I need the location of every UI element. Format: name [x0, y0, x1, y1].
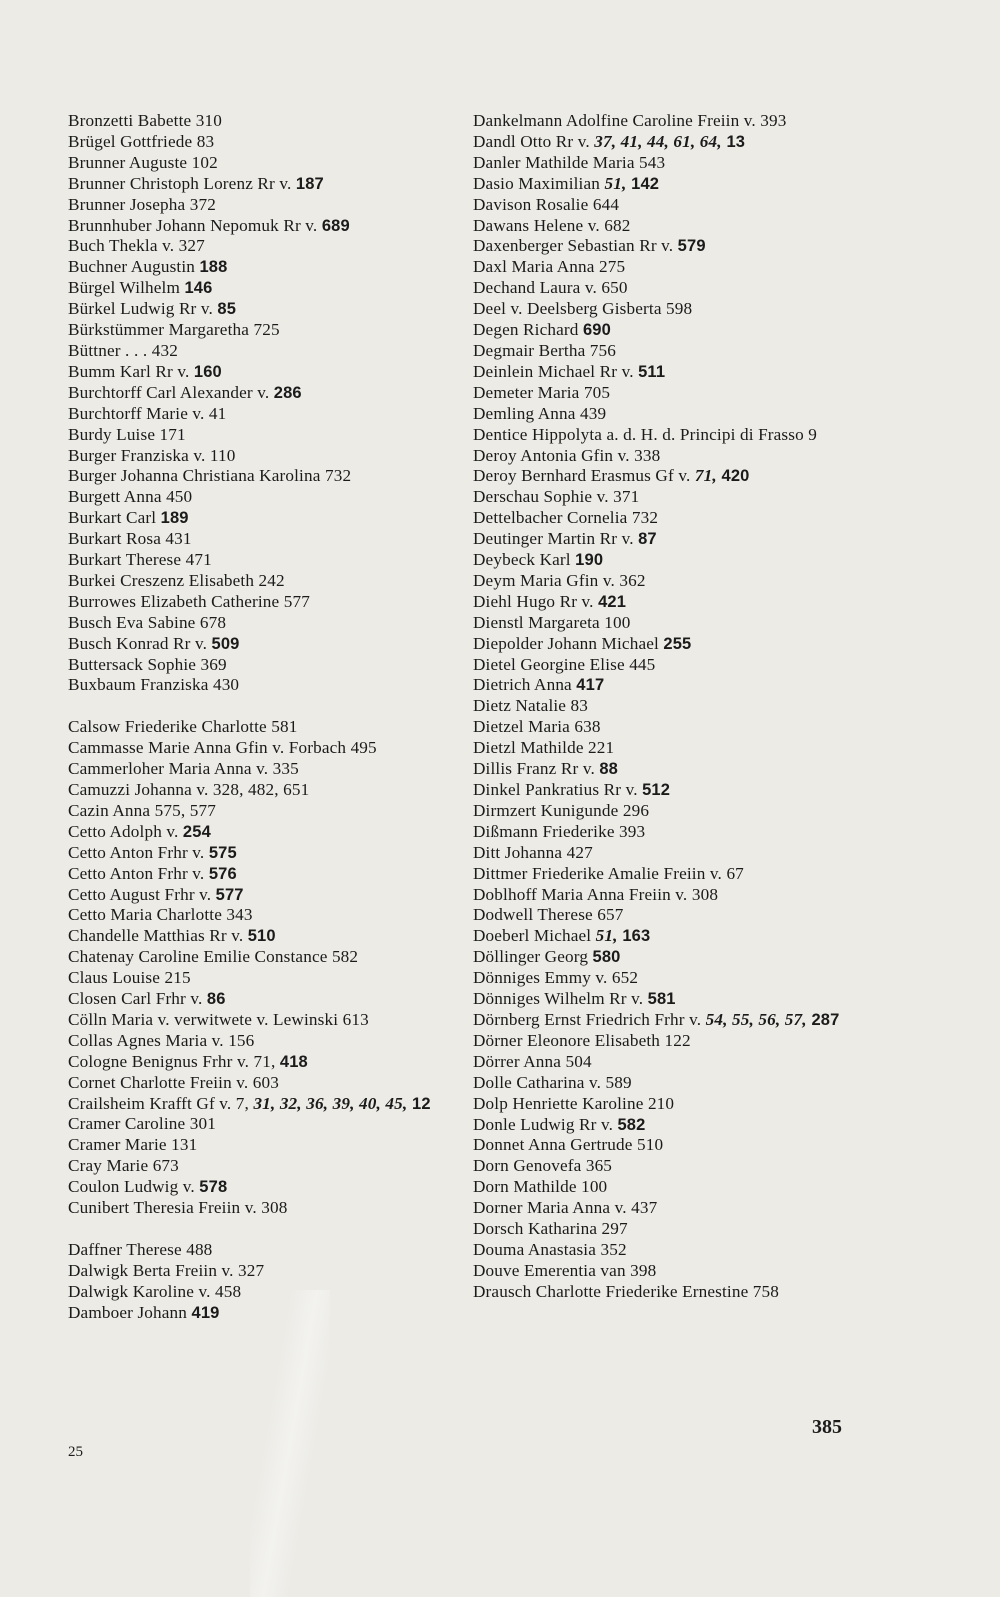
entry-text: Donle Ludwig Rr v.	[473, 1114, 618, 1134]
index-entry	[68, 613, 436, 634]
entry-bold-page: 418	[279, 1052, 308, 1071]
entry-text: Deutinger Martin Rr v.	[473, 529, 639, 549]
entry-bold-page: 578	[199, 1178, 228, 1197]
entry-text: Dörnberg Ernst Friedrich Frhr v.	[473, 1009, 706, 1029]
index-entry	[68, 1303, 436, 1324]
entry-text: Burkart Carl	[68, 508, 161, 528]
index-entry	[68, 529, 436, 550]
index-entry	[473, 1115, 845, 1136]
entry-text: Ditt Johanna 427	[473, 842, 593, 862]
entry-text: Calsow Friederike Charlotte 581	[68, 717, 298, 737]
entry-text: Brunner Christoph Lorenz Rr v.	[68, 173, 296, 193]
entry-text: Brügel Gottfriede 83	[68, 131, 215, 151]
entry-text: Burger Johanna Christiana Karolina 732	[68, 466, 352, 486]
index-entry	[473, 655, 845, 676]
entry-text: Daxl Maria Anna 275	[473, 257, 626, 277]
index-entry	[473, 1010, 845, 1031]
index-entry	[68, 1156, 436, 1177]
index-entry	[473, 905, 845, 926]
index-entry	[473, 236, 845, 257]
entry-text: Dodwell Therese 657	[473, 905, 624, 925]
index-entry	[473, 571, 845, 592]
entry-text: Deroy Bernhard Erasmus Gf v.	[473, 466, 695, 486]
entry-bold-page: 579	[677, 237, 706, 256]
entry-bold-page: 509	[211, 634, 240, 653]
index-entry	[473, 404, 845, 425]
entry-bold-page: 160	[193, 362, 222, 381]
index-entry	[68, 216, 436, 237]
section-gap	[68, 696, 436, 717]
entry-text: Drausch Charlotte Friederike Ernestine 758	[473, 1281, 780, 1301]
index-entry	[473, 341, 845, 362]
index-entry	[473, 1177, 845, 1198]
index-entry	[68, 801, 436, 822]
entry-bold-page: 576	[208, 864, 237, 883]
index-entry	[473, 1135, 845, 1156]
index-entry	[473, 738, 845, 759]
index-entry	[68, 1198, 436, 1219]
index-column-right	[473, 111, 845, 1303]
index-entry	[68, 1052, 436, 1073]
index-entry	[68, 1094, 436, 1115]
page-number: 385	[812, 1416, 842, 1438]
index-entry	[473, 1240, 845, 1261]
index-entry	[68, 926, 436, 947]
entry-text: Dolle Catharina v. 589	[473, 1072, 632, 1092]
entry-text: Büttner . . . 432	[68, 340, 178, 360]
entry-bold-page: 510	[247, 927, 276, 946]
entry-text: Davison Rosalie 644	[473, 194, 620, 214]
index-entry	[473, 926, 845, 947]
index-entry	[68, 634, 436, 655]
index-entry	[473, 278, 845, 299]
index-entry	[473, 550, 845, 571]
index-entry	[68, 1114, 436, 1135]
entry-text: Cetto Anton Frhr v.	[68, 863, 209, 883]
entry-bold-page: 88	[599, 760, 618, 779]
entry-text: Dettelbacher Cornelia 732	[473, 508, 659, 528]
entry-text: Dorn Genovefa 365	[473, 1156, 613, 1176]
index-entry	[473, 1198, 845, 1219]
entry-italic-pages: 51,	[604, 173, 627, 193]
entry-bold-page: 581	[647, 990, 676, 1009]
entry-text: Deel v. Deelsberg Gisberta 598	[473, 299, 693, 319]
entry-text: Cunibert Theresia Freiin v. 308	[68, 1198, 288, 1218]
entry-text: Cetto Adolph v.	[68, 821, 183, 841]
index-entry	[68, 655, 436, 676]
index-entry	[68, 1240, 436, 1261]
index-entry	[473, 592, 845, 613]
entry-bold-page: 689	[321, 216, 350, 235]
entry-text: Burger Franziska v. 110	[68, 445, 236, 465]
index-entry	[68, 1031, 436, 1052]
index-entry	[473, 759, 845, 780]
index-entry	[473, 1073, 845, 1094]
index-entry	[473, 843, 845, 864]
entry-text: Donnet Anna Gertrude 510	[473, 1135, 664, 1155]
entry-text: Dalwigk Karoline v. 458	[68, 1281, 242, 1301]
index-entry	[473, 508, 845, 529]
index-entry	[68, 153, 436, 174]
entry-text: Dirmzert Kunigunde 296	[473, 800, 650, 820]
folio-number: 25	[68, 1444, 83, 1460]
index-entry	[473, 153, 845, 174]
index-entry	[473, 111, 845, 132]
entry-italic-pages: 37, 41, 44, 61, 64,	[594, 131, 722, 151]
entry-text: Douve Emerentia van 398	[473, 1260, 657, 1280]
entry-bold-page: 421	[598, 592, 627, 611]
entry-text: Dönniges Emmy v. 652	[473, 968, 639, 988]
index-entry	[68, 111, 436, 132]
index-entry	[68, 947, 436, 968]
entry-text: Deym Maria Gfin v. 362	[473, 570, 646, 590]
index-entry	[473, 885, 845, 906]
entry-text: Demling Anna 439	[473, 403, 607, 423]
entry-bold-page: 255	[663, 634, 692, 653]
index-entry	[473, 446, 845, 467]
entry-bold-page: 190	[575, 551, 604, 570]
entry-text: Degmair Bertha 756	[473, 340, 617, 360]
index-entry	[68, 1282, 436, 1303]
entry-text: Collas Agnes Maria v. 156	[68, 1030, 255, 1050]
entry-text: Cazin Anna 575, 577	[68, 800, 216, 820]
entry-text: Buxbaum Franziska 430	[68, 675, 240, 695]
index-entry	[473, 717, 845, 738]
index-entry	[68, 320, 436, 341]
entry-italic-pages: 71,	[694, 466, 717, 486]
entry-bold-page: 575	[208, 843, 237, 862]
entry-text: Cetto August Frhr v.	[68, 884, 216, 904]
paper-streak	[250, 1290, 330, 1597]
index-entry	[68, 195, 436, 216]
entry-text: Döllinger Georg	[473, 947, 593, 967]
index-entry	[473, 257, 845, 278]
index-entry	[473, 487, 845, 508]
entry-text: Dentice Hippolyta a. d. H. d. Principi di Frasso 9	[473, 424, 818, 444]
index-entry	[473, 174, 845, 195]
index-entry	[68, 132, 436, 153]
entry-bold-page: 512	[642, 781, 671, 799]
index-entry	[473, 383, 845, 404]
index-entry	[68, 989, 436, 1010]
index-entry	[68, 968, 436, 989]
index-entry	[68, 341, 436, 362]
index-entry	[473, 801, 845, 822]
entry-text: Brunner Josepha 372	[68, 194, 216, 214]
entry-text: Dillis Franz Rr v.	[473, 759, 600, 779]
entry-text: Dietzel Maria 638	[473, 717, 601, 737]
index-entry	[68, 738, 436, 759]
index-entry	[473, 1031, 845, 1052]
entry-text: Dasio Maximilian	[473, 173, 605, 193]
entry-bold-page: 417	[576, 676, 605, 695]
entry-text: Daxenberger Sebastian Rr v.	[473, 236, 678, 256]
entry-text: Dietz Natalie 83	[473, 696, 589, 716]
entry-text: Chandelle Matthias Rr v.	[68, 926, 248, 946]
entry-text: Cölln Maria v. verwitwete v. Lewinski 613	[68, 1009, 369, 1029]
index-entry	[68, 885, 436, 906]
index-entry	[473, 466, 845, 487]
index-entry	[473, 425, 845, 446]
entry-text: Burgett Anna 450	[68, 487, 193, 507]
index-entry	[68, 508, 436, 529]
entry-bold-page: 580	[592, 948, 621, 967]
entry-text: Burkart Therese 471	[68, 550, 212, 570]
index-entry	[68, 780, 436, 801]
index-entry	[473, 613, 845, 634]
entry-text: Diepolder Johann Michael	[473, 633, 664, 653]
index-entry	[68, 571, 436, 592]
entry-text: Dienstl Margareta 100	[473, 612, 631, 632]
entry-text: Derschau Sophie v. 371	[473, 487, 640, 507]
entry-text: Dörrer Anna 504	[473, 1051, 592, 1071]
index-entry	[473, 1219, 845, 1240]
index-entry	[473, 947, 845, 968]
index-entry	[68, 236, 436, 257]
entry-text: Buch Thekla v. 327	[68, 236, 205, 256]
entry-bold-page: 12	[407, 1094, 431, 1113]
entry-text: Doeberl Michael	[473, 926, 596, 946]
index-entry	[68, 404, 436, 425]
entry-text: Bronzetti Babette 310	[68, 111, 222, 130]
index-entry	[473, 822, 845, 843]
index-entry	[473, 989, 845, 1010]
entry-bold-page: 582	[617, 1115, 646, 1134]
entry-bold-page: 254	[182, 822, 211, 841]
index-column-left	[68, 111, 436, 1324]
entry-text: Coulon Ludwig v.	[68, 1177, 200, 1197]
entry-text: Dolp Henriette Karoline 210	[473, 1093, 675, 1113]
index-entry	[473, 1261, 845, 1282]
index-entry	[473, 634, 845, 655]
index-entry	[68, 717, 436, 738]
entry-text: Dorsch Katharina 297	[473, 1219, 628, 1239]
entry-text: Doblhoff Maria Anna Freiin v. 308	[473, 884, 719, 904]
index-entry	[68, 466, 436, 487]
index-entry	[68, 822, 436, 843]
entry-bold-page: 419	[191, 1303, 220, 1322]
entry-text: Dankelmann Adolfine Caroline Freiin v. 393	[473, 111, 787, 130]
entry-text: Cammasse Marie Anna Gfin v. Forbach 495	[68, 738, 377, 758]
entry-text: Cramer Caroline 301	[68, 1114, 216, 1134]
entry-text: Dißmann Friederike 393	[473, 821, 646, 841]
index-entry	[68, 864, 436, 885]
entry-bold-page: 286	[273, 383, 302, 402]
index-entry	[68, 257, 436, 278]
entry-text: Cetto Anton Frhr v.	[68, 842, 209, 862]
entry-text: Cornet Charlotte Freiin v. 603	[68, 1072, 280, 1092]
entry-text: Burrowes Elizabeth Catherine 577	[68, 591, 311, 611]
entry-text: Cetto Maria Charlotte 343	[68, 905, 253, 925]
entry-bold-page: 163	[617, 927, 651, 946]
entry-bold-page: 142	[626, 174, 660, 193]
entry-text: Degen Richard	[473, 320, 583, 340]
entry-text: Burchtorff Marie v. 41	[68, 403, 227, 423]
index-entry	[68, 1261, 436, 1282]
entry-text: Crailsheim Krafft Gf v. 7,	[68, 1093, 254, 1113]
index-entry	[68, 843, 436, 864]
section-gap	[68, 1219, 436, 1240]
entry-text: Douma Anastasia 352	[473, 1239, 627, 1259]
entry-bold-page: 187	[295, 174, 324, 193]
index-entry	[473, 1282, 845, 1303]
index-entry	[473, 864, 845, 885]
index-entry	[473, 1156, 845, 1177]
entry-text: Dalwigk Berta Freiin v. 327	[68, 1260, 265, 1280]
entry-text: Burdy Luise 171	[68, 424, 186, 444]
entry-bold-page: 188	[199, 258, 228, 277]
index-entry	[473, 362, 845, 383]
entry-text: Busch Eva Sabine 678	[68, 612, 227, 632]
index-entry	[68, 592, 436, 613]
index-entry	[68, 362, 436, 383]
index-entry	[68, 1010, 436, 1031]
entry-text: Deinlein Michael Rr v.	[473, 361, 639, 381]
entry-italic-pages: 51,	[595, 926, 618, 946]
entry-text: Buttersack Sophie 369	[68, 654, 227, 674]
entry-text: Dittmer Friederike Amalie Freiin v. 67	[473, 863, 744, 883]
entry-text: Bumm Karl Rr v.	[68, 361, 194, 381]
index-entry	[473, 195, 845, 216]
index-entry	[68, 675, 436, 696]
entry-text: Dietzl Mathilde 221	[473, 738, 615, 758]
index-entry	[473, 1094, 845, 1115]
entry-text: Closen Carl Frhr v.	[68, 989, 207, 1009]
entry-text: Burchtorff Carl Alexander v.	[68, 382, 274, 402]
entry-text: Cammerloher Maria Anna v. 335	[68, 759, 299, 779]
index-entry	[68, 299, 436, 320]
entry-text: Dechand Laura v. 650	[473, 278, 628, 298]
entry-text: Brunnhuber Johann Nepomuk Rr v.	[68, 215, 322, 235]
index-entry	[473, 320, 845, 341]
index-entry	[68, 278, 436, 299]
index-entry	[473, 780, 845, 801]
entry-text: Cramer Marie 131	[68, 1135, 198, 1155]
entry-text: Dietrich Anna	[473, 675, 577, 695]
entry-text: Dönniges Wilhelm Rr v.	[473, 989, 648, 1009]
index-entry	[68, 759, 436, 780]
entry-text: Chatenay Caroline Emilie Constance 582	[68, 947, 359, 967]
entry-bold-page: 85	[217, 300, 237, 319]
entry-bold-page: 13	[721, 132, 746, 151]
entry-text: Buchner Augustin	[68, 257, 200, 277]
entry-text: Dietel Georgine Elise 445	[473, 654, 656, 674]
entry-text: Dorn Mathilde 100	[473, 1177, 608, 1197]
index-entry	[68, 174, 436, 195]
index-entry	[473, 675, 845, 696]
entry-text: Dinkel Pankratius Rr v.	[473, 780, 643, 799]
entry-text: Demeter Maria 705	[473, 382, 611, 402]
index-entry	[473, 1052, 845, 1073]
index-entry	[473, 968, 845, 989]
entry-text: Claus Louise 215	[68, 968, 191, 988]
entry-bold-page: 511	[638, 362, 666, 381]
index-entry	[473, 529, 845, 550]
entry-bold-page: 189	[160, 509, 189, 528]
entry-text: Burkart Rosa 431	[68, 529, 192, 549]
index-entry	[68, 1073, 436, 1094]
entry-text: Bürkel Ludwig Rr v.	[68, 299, 218, 319]
index-entry	[68, 550, 436, 571]
entry-text: Deroy Antonia Gfin v. 338	[473, 445, 661, 465]
entry-text: Dorner Maria Anna v. 437	[473, 1198, 658, 1218]
entry-bold-page: 287	[806, 1010, 840, 1029]
index-entry	[473, 696, 845, 717]
index-entry	[68, 425, 436, 446]
entry-bold-page: 86	[206, 990, 226, 1009]
entry-italic-pages: 31, 32, 36, 39, 40, 45,	[253, 1093, 408, 1113]
entry-text: Camuzzi Johanna v. 328, 482, 651	[68, 779, 310, 799]
entry-text: Deybeck Karl	[473, 550, 576, 570]
entry-text: Bürgel Wilhelm	[68, 278, 185, 298]
entry-bold-page: 690	[582, 321, 611, 340]
entry-text: Bürkstümmer Margaretha 725	[68, 320, 280, 340]
entry-bold-page: 87	[638, 530, 657, 549]
index-entry	[68, 1177, 436, 1198]
index-entry	[68, 446, 436, 467]
entry-text: Cologne Benignus Frhr v. 71,	[68, 1051, 280, 1071]
entry-text: Cray Marie 673	[68, 1156, 179, 1176]
index-entry	[68, 1135, 436, 1156]
index-entry	[473, 216, 845, 237]
entry-text: Damboer Johann	[68, 1302, 192, 1322]
index-entry	[473, 132, 845, 153]
entry-text: Brunner Auguste 102	[68, 152, 218, 172]
entry-text: Burkei Creszenz Elisabeth 242	[68, 570, 285, 590]
index-entry	[68, 383, 436, 404]
entry-text: Busch Konrad Rr v.	[68, 633, 212, 653]
index-entry	[68, 487, 436, 508]
entry-text: Dawans Helene v. 682	[473, 215, 631, 235]
entry-bold-page: 146	[184, 279, 213, 298]
entry-text: Dörner Eleonore Elisabeth 122	[473, 1030, 691, 1050]
entry-text: Danler Mathilde Maria 543	[473, 152, 666, 172]
entry-text: Dandl Otto Rr v.	[473, 131, 595, 151]
entry-bold-page: 420	[716, 467, 750, 486]
entry-text: Diehl Hugo Rr v.	[473, 591, 599, 611]
index-entry	[473, 299, 845, 320]
index-entry	[68, 905, 436, 926]
entry-text: Daffner Therese 488	[68, 1239, 213, 1259]
entry-bold-page: 577	[215, 885, 244, 904]
entry-italic-pages: 54, 55, 56, 57,	[705, 1009, 807, 1029]
